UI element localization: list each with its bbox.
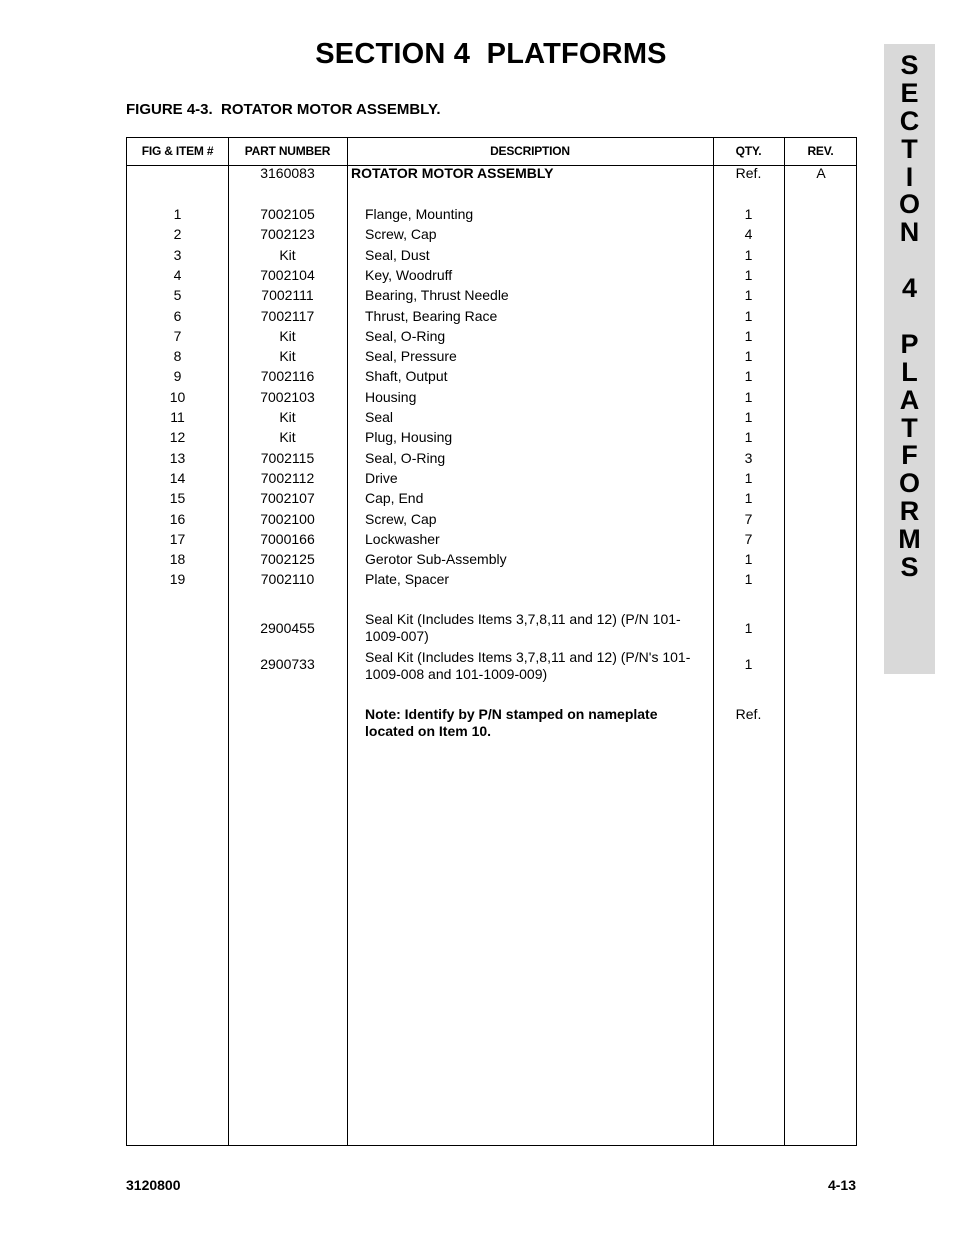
part-number: 7002111	[261, 287, 314, 304]
part-number: 7002115	[260, 449, 315, 466]
item-qty: 1	[744, 327, 753, 344]
item-number: 5	[173, 287, 182, 304]
column-divider	[784, 138, 785, 1145]
item-qty: 1	[744, 368, 753, 385]
column-header-item: FIG & ITEM #	[141, 144, 214, 158]
item-qty: 3	[744, 449, 753, 466]
assembly-qty: Ref.	[735, 165, 762, 181]
item-number: 13	[169, 449, 186, 466]
item-description: Key, Woodruff	[365, 266, 453, 283]
kit-description	[365, 649, 705, 683]
item-qty: 7	[744, 510, 753, 527]
kit-qty: 1	[744, 656, 753, 672]
item-number: 9	[173, 368, 182, 385]
kit-part-number: 2900455	[260, 620, 315, 636]
side-tab-letter: S	[900, 50, 919, 80]
figure-title: FIGURE 4-3. ROTATOR MOTOR ASSEMBLY.	[126, 101, 441, 118]
side-tab-letter: P	[900, 328, 919, 359]
item-description: Seal	[365, 409, 394, 425]
item-description: Seal, O-Ring	[365, 449, 446, 466]
part-number: Kit	[279, 429, 296, 446]
side-tab-letter: N	[899, 217, 920, 248]
document-number: 3120800	[126, 1177, 181, 1193]
side-tab-letter: I	[905, 161, 914, 192]
part-number: 7002100	[260, 510, 315, 527]
note-qty: Ref.	[735, 706, 762, 722]
side-tab-letters	[884, 52, 935, 582]
item-number: 18	[169, 551, 186, 568]
item-number: 8	[173, 348, 182, 365]
column-divider	[347, 138, 348, 1145]
item-description: Seal, Dust	[365, 246, 430, 263]
side-tab-letter: F	[901, 440, 918, 471]
side-tab-letter: C	[899, 105, 920, 136]
item-qty: 1	[744, 409, 753, 425]
item-description: Seal, Pressure	[365, 348, 457, 365]
kit-description-line: 1009-007)	[365, 628, 429, 644]
kit-qty: 1	[744, 620, 753, 636]
part-number: Kit	[279, 409, 296, 425]
item-qty: 1	[744, 490, 753, 507]
item-number: 16	[169, 510, 186, 527]
side-tab-letter: O	[898, 189, 920, 220]
item-description: Cap, End	[365, 490, 424, 507]
part-number: 7002125	[260, 551, 315, 568]
note-text	[365, 706, 705, 740]
side-tab-letter: O	[898, 468, 920, 499]
assembly-rev: A	[816, 165, 826, 181]
assembly-description: ROTATOR MOTOR ASSEMBLY	[351, 165, 554, 181]
part-number: Kit	[279, 246, 296, 263]
item-qty: 1	[744, 429, 753, 446]
item-description: Seal, O-Ring	[365, 327, 446, 344]
item-description: Drive	[365, 469, 398, 486]
item-qty: 1	[744, 307, 753, 324]
item-qty: 1	[744, 287, 753, 304]
item-number: 17	[169, 530, 186, 547]
item-qty: 1	[744, 348, 753, 365]
column-header-description: DESCRIPTION	[490, 144, 570, 158]
side-tab-letter: L	[901, 356, 918, 387]
item-qty: 1	[744, 388, 753, 405]
item-description: Housing	[365, 388, 417, 405]
item-number: 1	[173, 206, 182, 222]
part-number: 7002107	[260, 490, 315, 507]
section-title: SECTION 4 PLATFORMS	[315, 38, 667, 70]
side-tab-letter	[884, 303, 935, 331]
part-number: 7002110	[260, 571, 315, 588]
side-tab-letter: T	[901, 412, 918, 443]
item-description: Bearing, Thrust Needle	[365, 287, 509, 304]
item-qty: 1	[744, 571, 753, 588]
item-number: 12	[169, 429, 186, 446]
item-description: Shaft, Output	[365, 368, 448, 385]
item-number: 2	[173, 226, 182, 243]
item-number: 14	[169, 469, 186, 486]
item-qty: 7	[744, 530, 753, 547]
column-header-rev: REV.	[807, 144, 834, 158]
item-number: 19	[169, 571, 186, 588]
kit-description-line: Seal Kit (Includes Items 3,7,8,11 and 12) (P/N's 101-	[365, 649, 691, 665]
item-number: 7	[173, 327, 182, 344]
kit-description-line: Seal Kit (Includes Items 3,7,8,11 and 12) (P/N 101-	[365, 611, 681, 627]
item-number: 10	[169, 388, 186, 405]
kit-description	[365, 611, 705, 645]
part-number: 7002104	[260, 266, 315, 283]
item-description: Flange, Mounting	[365, 206, 474, 222]
part-number: Kit	[279, 327, 296, 344]
note-line: located on Item 10.	[365, 723, 492, 739]
item-description: Gerotor Sub-Assembly	[365, 551, 507, 568]
parts-table	[126, 137, 857, 1146]
part-number: 7002112	[260, 469, 315, 486]
part-number: 7002105	[260, 206, 315, 222]
part-number: Kit	[279, 348, 296, 365]
item-number: 4	[173, 266, 182, 283]
item-qty: 4	[744, 226, 753, 243]
item-qty: 1	[744, 551, 753, 568]
item-number: 3	[173, 246, 182, 263]
part-number: 7002117	[260, 307, 315, 324]
item-qty: 1	[744, 266, 753, 283]
note-line: Note: Identify by P/N stamped on nameplate	[365, 706, 658, 722]
part-number: 7002123	[260, 226, 315, 243]
part-number: 7002116	[260, 368, 315, 385]
side-tab-letter: T	[901, 133, 918, 164]
side-tab-letter: A	[899, 384, 920, 415]
item-qty: 1	[744, 206, 753, 222]
column-header-qty: QTY.	[735, 144, 762, 158]
item-number: 6	[173, 307, 182, 324]
part-number: 7002103	[260, 388, 315, 405]
item-description: Plug, Housing	[365, 429, 453, 446]
section-side-tab	[884, 44, 935, 674]
page-number: 4-13	[827, 1177, 856, 1193]
side-tab-letter	[884, 247, 935, 275]
item-qty: 1	[744, 246, 753, 263]
item-description: Screw, Cap	[365, 226, 437, 243]
item-qty: 1	[744, 469, 753, 486]
item-description: Thrust, Bearing Race	[365, 307, 498, 324]
side-tab-letter: S	[900, 552, 919, 583]
assembly-part-number: 3160083	[260, 165, 315, 181]
item-number: 11	[170, 409, 185, 425]
kit-part-number: 2900733	[260, 656, 315, 672]
column-header-part: PART NUMBER	[244, 144, 331, 158]
side-tab-letter: E	[900, 77, 919, 108]
item-number: 15	[169, 490, 186, 507]
item-description: Plate, Spacer	[365, 571, 450, 588]
item-description: Lockwasher	[365, 530, 440, 547]
part-number: 7000166	[260, 530, 315, 547]
side-tab-letter: 4	[901, 273, 918, 304]
kit-description-line: 1009-008 and 101-1009-009)	[365, 666, 548, 682]
side-tab-letter: R	[899, 496, 920, 527]
side-tab-letter: M	[898, 524, 921, 555]
item-description: Screw, Cap	[365, 510, 437, 527]
